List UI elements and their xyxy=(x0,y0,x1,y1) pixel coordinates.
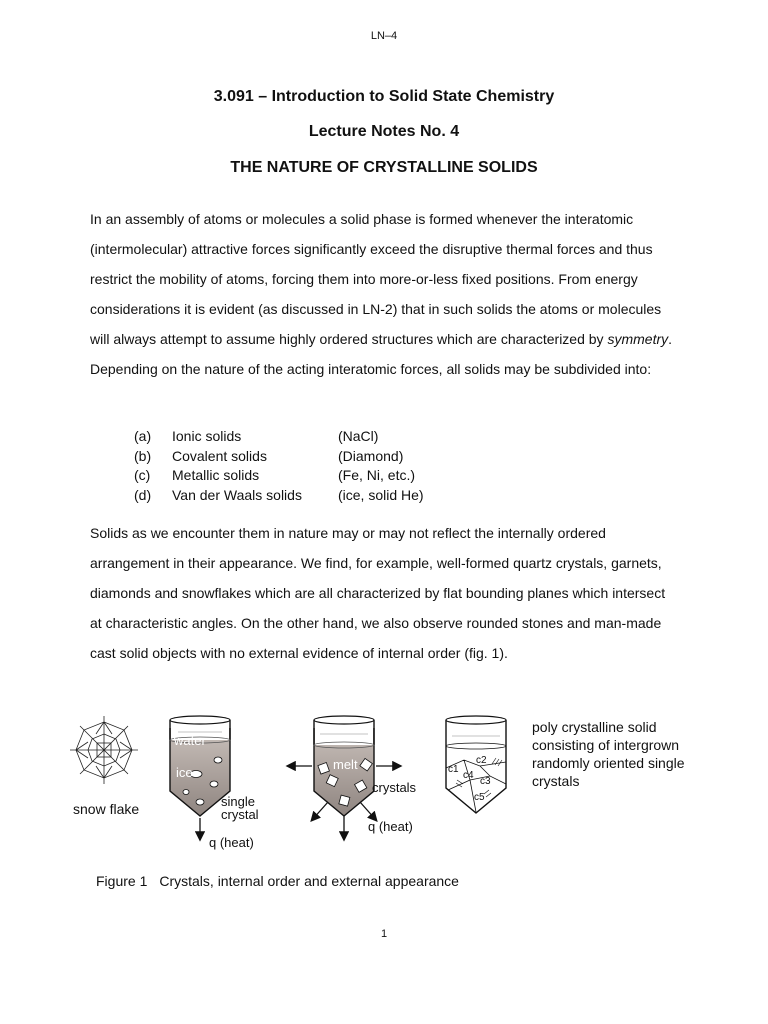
lecture-title: Lecture Notes No. 4 xyxy=(308,123,460,140)
list-name: Van der Waals solids xyxy=(172,486,302,503)
heat-arrow xyxy=(312,802,328,820)
list-name: Ionic solids xyxy=(172,428,242,444)
list-item xyxy=(134,427,424,447)
list-label: (c) xyxy=(134,467,151,483)
poly-description-line: consisting of intergrown xyxy=(532,737,680,753)
topic-title: THE NATURE OF CRYSTALLINE SOLIDS xyxy=(230,159,538,176)
list-example: (ice, solid He) xyxy=(338,486,424,503)
water-label: water xyxy=(174,733,206,748)
melt-label: melt xyxy=(333,757,358,772)
course-title: 3.091 – Introduction to Solid State Chemistry xyxy=(213,88,555,105)
intro-paragraph xyxy=(90,204,680,384)
list-example: (NaCl) xyxy=(338,428,379,444)
crystal-diagram xyxy=(66,708,706,863)
heat-arrow xyxy=(360,802,376,820)
poly-description-line: randomly oriented single xyxy=(532,755,685,771)
solid-types-list xyxy=(134,427,424,505)
ice-label: ice xyxy=(176,765,193,780)
symmetry-term: symmetry xyxy=(607,331,669,347)
list-item xyxy=(134,466,424,486)
page-number: 1 xyxy=(380,928,388,940)
poly-description-line: crystals xyxy=(532,773,580,789)
heat-label-2: q (heat) xyxy=(368,819,413,834)
list-label: (b) xyxy=(134,447,152,464)
snowflake-label: snow flake xyxy=(73,801,140,817)
intro-text-1: In an assembly of atoms or molecules a solid phase is formed whenever the interatomic (intermolecular) attractive forces significantly exceed the disruptive thermal forces and thus restrict the mobility of atoms, forcing them into more-or-less fixed positions. From energy considerations it is evident (as discussed in LN-2) that in such solids the atoms or molecules will always attempt to assume highly ordered structures which are characterized by xyxy=(90,211,662,347)
grain-label: c3 xyxy=(480,776,491,787)
intro-text-2: . Depending on the nature of the acting interatomic forces, all solids may be subdivided into: xyxy=(90,331,673,377)
grain-label: c5 xyxy=(474,792,485,803)
figure-caption xyxy=(96,873,459,889)
list-label: (d) xyxy=(134,486,152,503)
grain-label: c1 xyxy=(448,764,459,775)
second-paragraph-text: Solids as we encounter them in nature may or may not reflect the internally ordered arrangement in their appearance. We find, for example, well-formed quartz crystals, garnets, diamonds and snowflakes which are all characterized by flat bounding planes which intersect at characteristic angles. On the other hand, we also observe rounded stones and man-made cast solid objects with no external evidence of internal order (fig. 1). xyxy=(90,525,666,661)
snowflake-icon xyxy=(70,716,138,784)
page-header: LN–4 xyxy=(370,30,398,42)
list-item xyxy=(134,447,424,467)
grain-label: c2 xyxy=(476,755,487,766)
crystals-label: crystals xyxy=(372,780,417,795)
second-paragraph xyxy=(90,518,680,668)
heat-label-1: q (heat) xyxy=(209,835,254,850)
list-name: Metallic solids xyxy=(172,467,260,483)
list-item xyxy=(134,486,424,506)
list-label: (a) xyxy=(134,428,152,444)
caption-number: Figure 1 xyxy=(96,873,148,889)
figure-1 xyxy=(66,708,706,863)
caption-text: Crystals, internal order and external appearance xyxy=(159,873,459,889)
list-name: Covalent solids xyxy=(172,447,267,464)
grain-label: c4 xyxy=(463,770,474,781)
poly-description-line: poly crystalline solid xyxy=(532,719,657,735)
list-example: (Fe, Ni, etc.) xyxy=(338,467,416,483)
crystal-label: crystal xyxy=(221,807,259,822)
single-label: single xyxy=(221,794,255,809)
list-example: (Diamond) xyxy=(338,447,404,464)
